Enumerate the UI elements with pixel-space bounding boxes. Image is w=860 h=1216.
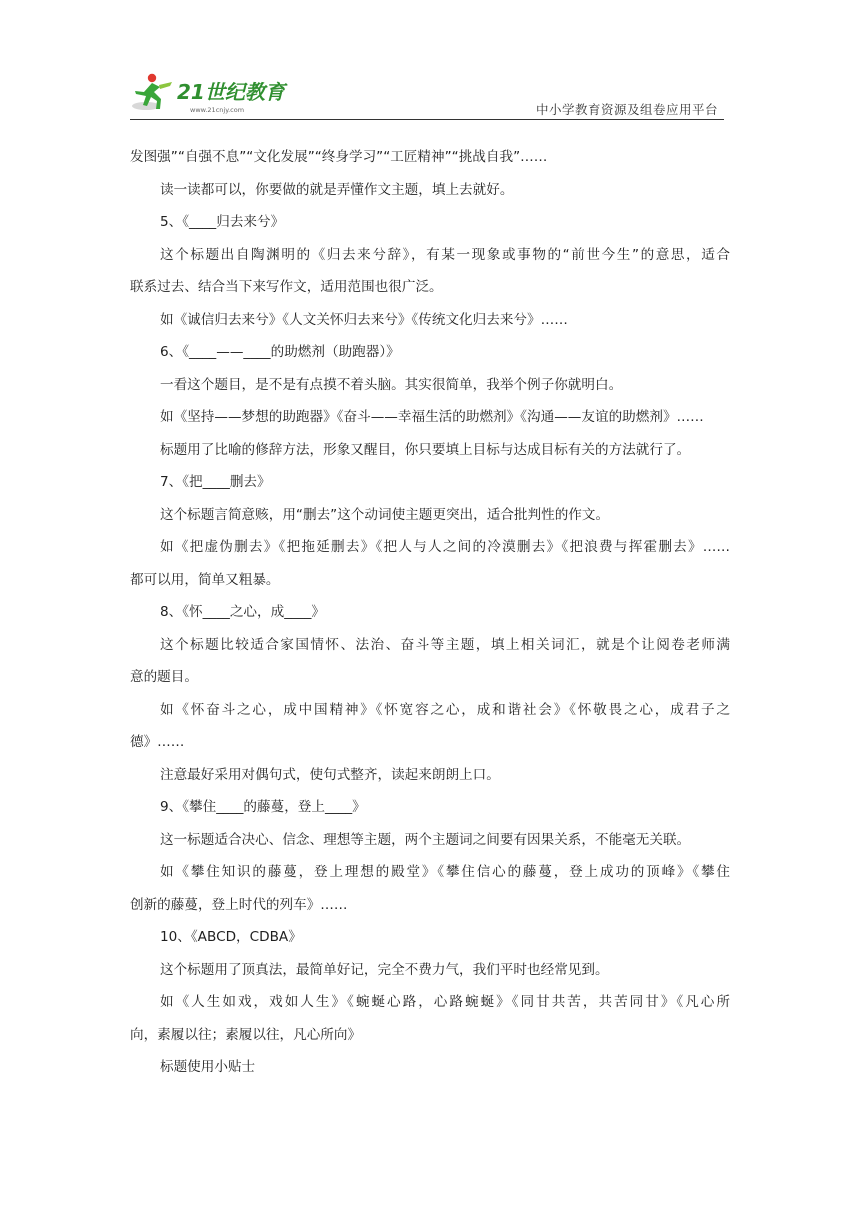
text-line: 意的题目。: [130, 669, 198, 685]
platform-tagline: 中小学教育资源及组卷应用平台: [535, 102, 718, 117]
text-line: 这个标题出自陶渊明的《归去来兮辞》，有某一现象或事物的“前世今生”的意思，适合: [160, 246, 730, 263]
text-line: 如《怀奋斗之心，成中国精神》《怀宽容之心，成和谐社会》《怀敬畏之心，成君子之: [160, 701, 730, 718]
section-heading: 6、《____——____的助燃剂（助跑器）》: [160, 344, 400, 360]
text-line: 如《坚持——梦想的助跑器》《奋斗——幸福生活的助燃剂》《沟通——友谊的助燃剂》……: [160, 409, 704, 425]
text-line: 如《攀住知识的藤蔓，登上理想的殿堂》《攀住信心的藤蔓，登上成功的顶峰》《攀住: [160, 864, 730, 880]
svg-text:21世纪教育: 21世纪教育: [177, 80, 285, 104]
section-heading: 5、《____归去来兮》: [160, 214, 285, 230]
text-line: 这个标题言简意赅，用“删去”这个动词使主题更突出，适合批判性的作文。: [160, 506, 610, 523]
text-line: 德》……: [130, 734, 185, 750]
logo-21cnjy: [130, 70, 300, 116]
text-line: 都可以用，简单又粗暴。: [130, 571, 280, 588]
text-line: 向，素履以往；素履以往，凡心所向》: [130, 1026, 362, 1043]
text-line: 这个标题比较适合家国情怀、法治、奋斗等主题，填上相关词汇，就是个让阅卷老师满: [160, 636, 730, 653]
text-line: 创新的藤蔓，登上时代的列车》……: [130, 896, 348, 913]
section-heading: 7、《把____删去》: [160, 474, 271, 490]
header-divider: [130, 119, 724, 120]
text-line: 这一标题适合决心、信念、理想等主题，两个主题词之间要有因果关系，不能毫无关联。: [160, 831, 691, 848]
section-heading: 10、《ABCD，CDBA》: [160, 929, 302, 945]
section-heading: 9、《攀住____的藤蔓，登上____》: [160, 799, 366, 815]
text-line: 如《人生如戏，戏如人生》《蜿蜒心路，心路蜿蜒》《同甘共苦，共苦同甘》《凡心所: [160, 994, 730, 1010]
text-line: 如《把虚伪删去》《把拖延删去》《把人与人之间的冷漠删去》《把浪费与挥霍删去》……: [160, 539, 730, 555]
text-line: 联系过去、结合当下来写作文，适用范围也很广泛。: [130, 279, 443, 295]
text-line: 标题使用小贴士: [160, 1059, 256, 1075]
text-line: 如《诚信归去来兮》《人文关怀归去来兮》《传统文化归去来兮》……: [160, 311, 568, 328]
page-header: [130, 64, 724, 120]
text-line: 读一读都可以，你要做的就是弄懂作文主题，填上去就好。: [160, 181, 514, 198]
text-line: 发图强”“自强不息”“文化发展”“终身学习”“工匠精神”“挑战自我”……: [130, 149, 548, 165]
text-line: 一看这个题目，是不是有点摸不着头脑。其实很简单，我举个例子你就明白。: [160, 376, 623, 393]
svg-text:www.21cnjy.com: www.21cnjy.com: [190, 106, 245, 114]
text-line: 这个标题用了顶真法，最简单好记，完全不费力气，我们平时也经常见到。: [160, 961, 609, 978]
text-line: 注意最好采用对偶句式，使句式整齐，读起来朗朗上口。: [160, 766, 500, 783]
section-heading: 8、《怀____之心，成____》: [160, 604, 325, 620]
text-line: 标题用了比喻的修辞方法，形象又醒目，你只要填上目标与达成目标有关的方法就行了。: [160, 441, 691, 458]
article-body: [130, 141, 730, 1084]
